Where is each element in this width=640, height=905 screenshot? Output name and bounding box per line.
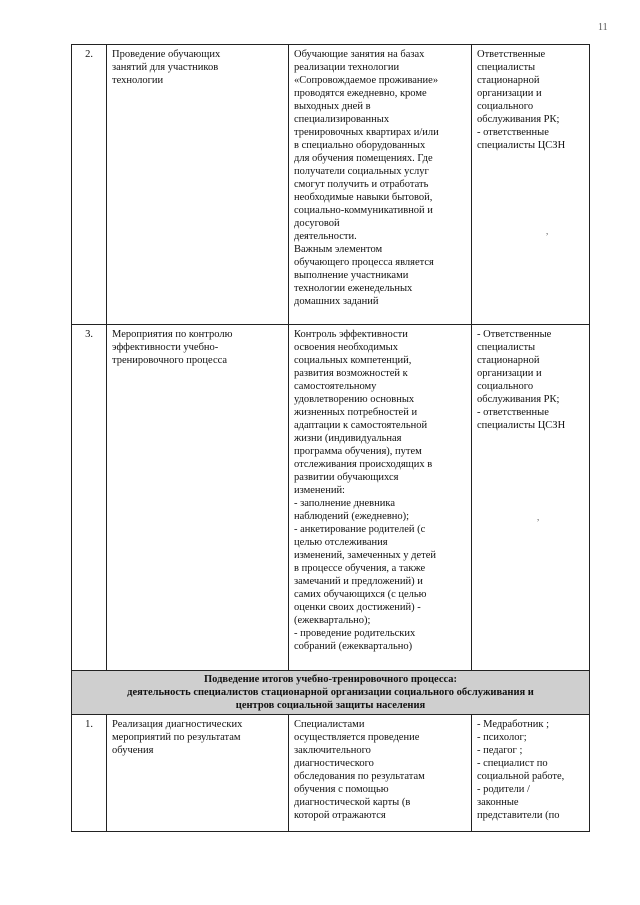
cell-line: наблюдений (ежедневно); [294, 511, 410, 522]
cell-line: - психолог; [477, 732, 527, 743]
row-number: 2. [72, 45, 107, 325]
row-number: 1. [72, 715, 107, 832]
cell-line: специализированных [294, 114, 390, 125]
cell-line: смогут получить и отработать [294, 179, 429, 190]
cell-line: отслеживания происходящих в [294, 459, 433, 470]
cell-line: проводятся ежедневно, кроме [294, 88, 427, 99]
activity-title [107, 325, 289, 671]
cell-line: - Ответственные [477, 329, 552, 340]
cell-line: мероприятий по результатам [112, 732, 241, 743]
cell-line: Проведение обучающих [112, 49, 221, 60]
cell-line: собраний (ежеквартально) [294, 641, 413, 652]
cell-line: домашних заданий [294, 296, 379, 307]
cell-line: социальной работе, [477, 771, 565, 782]
cell-line: «Сопровождаемое проживание» [294, 75, 439, 86]
activity-description [289, 45, 472, 325]
cell-line: Подведение итогов учебно-тренировочного процесса: [203, 674, 458, 685]
cell-line: - педагог ; [477, 745, 523, 756]
cell-line: обучающего процесса является [294, 257, 434, 268]
cell-line: Реализация диагностических [112, 719, 243, 730]
cell-line: жизненных потребностей и [294, 407, 418, 418]
cell-line: выполнение участниками [294, 270, 409, 281]
cell-line: - Медработник ; [477, 719, 550, 730]
cell-line: в процессе обучения, а также [294, 563, 426, 574]
row-number: 3. [72, 325, 107, 671]
cell-line: самих обучающихся (с целью [294, 589, 427, 600]
activity-description [289, 715, 472, 832]
scan-speck: , [546, 226, 549, 236]
section-header [72, 671, 590, 715]
cell-line: самостоятельному [294, 381, 377, 392]
cell-line: изменений, замеченных у детей [294, 550, 437, 561]
cell-line: которой отражаются [294, 810, 386, 821]
cell-line: в специально оборудованных [294, 140, 426, 151]
cell-line: обслуживания РК; [477, 394, 560, 405]
cell-line: жизни (индивидуальная [294, 433, 402, 444]
cell-line: обучения [112, 745, 154, 756]
cell-line: организации и [477, 88, 542, 99]
cell-line: тренировочного процесса [112, 355, 228, 366]
cell-line: законные [477, 797, 519, 808]
plan-table [71, 44, 590, 832]
cell-line: - ответственные [477, 407, 549, 418]
cell-line: деятельность специалистов стационарной организации социального обслуживания и [127, 687, 534, 698]
cell-line: специалисты [477, 342, 536, 353]
cell-line: деятельности. [294, 231, 357, 242]
cell-line: обслуживания РК; [477, 114, 560, 125]
cell-line: социальных компетенций, [294, 355, 412, 366]
cell-line: - проведение родительских [294, 628, 416, 639]
cell-line: досуговой [294, 218, 340, 229]
cell-line: выходных дней в [294, 101, 371, 112]
responsible-parties [472, 45, 590, 325]
cell-line: реализации технологии [294, 62, 400, 73]
cell-line: адаптации к самостоятельной [294, 420, 428, 431]
cell-line: диагностической карты (в [294, 797, 411, 808]
cell-line: - анкетирование родителей (с [294, 524, 426, 535]
responsible-parties [472, 715, 590, 832]
cell-line: Мероприятия по контролю [112, 329, 233, 340]
cell-line: представители (по [477, 810, 560, 821]
responsible-parties [472, 325, 590, 671]
cell-line: Важным элементом [294, 244, 383, 255]
cell-line: замечаний и предложений) и [294, 576, 423, 587]
cell-line: - родители / [477, 784, 530, 795]
activity-title [107, 45, 289, 325]
cell-line: осуществляется проведение [294, 732, 420, 743]
cell-line: диагностического [294, 758, 374, 769]
cell-line: развитии обучающихся [294, 472, 399, 483]
activity-description [289, 325, 472, 671]
cell-line: программа обучения), путем [294, 446, 422, 457]
cell-line: центров социальной защиты населения [235, 700, 426, 711]
cell-line: удовлетворению основных [294, 394, 415, 405]
cell-line: занятий для участников [112, 62, 219, 73]
cell-line: специалисты [477, 62, 536, 73]
cell-line: эффективности учебно- [112, 342, 219, 353]
cell-line: для обучения помещениях. Где [294, 153, 433, 164]
cell-line: освоения необходимых [294, 342, 398, 353]
cell-line: оценки своих достижений) - [294, 602, 421, 613]
table-row [72, 325, 590, 671]
cell-line: - заполнение дневника [294, 498, 395, 509]
cell-line: социально-коммуникативной и [294, 205, 433, 216]
cell-line: Обучающие занятия на базах [294, 49, 425, 60]
cell-line: Ответственные [477, 49, 546, 60]
cell-line: социального [477, 101, 534, 112]
cell-line: - специалист по [477, 758, 548, 769]
cell-line: специалисты ЦСЗН [477, 140, 566, 151]
cell-line: Специалистами [294, 719, 365, 730]
cell-line: тренировочных квартирах и/или [294, 127, 439, 138]
cell-line: получатели социальных услуг [294, 166, 429, 177]
cell-line: необходимые навыки бытовой, [294, 192, 433, 203]
cell-line: (ежеквартально); [294, 615, 371, 626]
cell-line: изменений: [294, 485, 345, 496]
cell-line: социального [477, 381, 534, 392]
cell-line: обследования по результатам [294, 771, 425, 782]
table-row [72, 715, 590, 832]
scan-speck: , [537, 512, 540, 522]
activity-title [107, 715, 289, 832]
cell-line: - ответственные [477, 127, 549, 138]
cell-line: технологии [112, 75, 164, 86]
cell-line: Контроль эффективности [294, 329, 408, 340]
cell-line: обучения с помощью [294, 784, 389, 795]
cell-line: стационарной [477, 75, 540, 86]
cell-line: заключительного [294, 745, 371, 756]
cell-line: развития возможностей к [294, 368, 408, 379]
cell-line: целью отслеживания [294, 537, 388, 548]
section-header-row [72, 671, 590, 715]
cell-line: организации и [477, 368, 542, 379]
table-row [72, 45, 590, 325]
page-number: 11 [598, 22, 608, 33]
cell-line: технологии еженедельных [294, 283, 413, 294]
cell-line: специалисты ЦСЗН [477, 420, 566, 431]
cell-line: стационарной [477, 355, 540, 366]
